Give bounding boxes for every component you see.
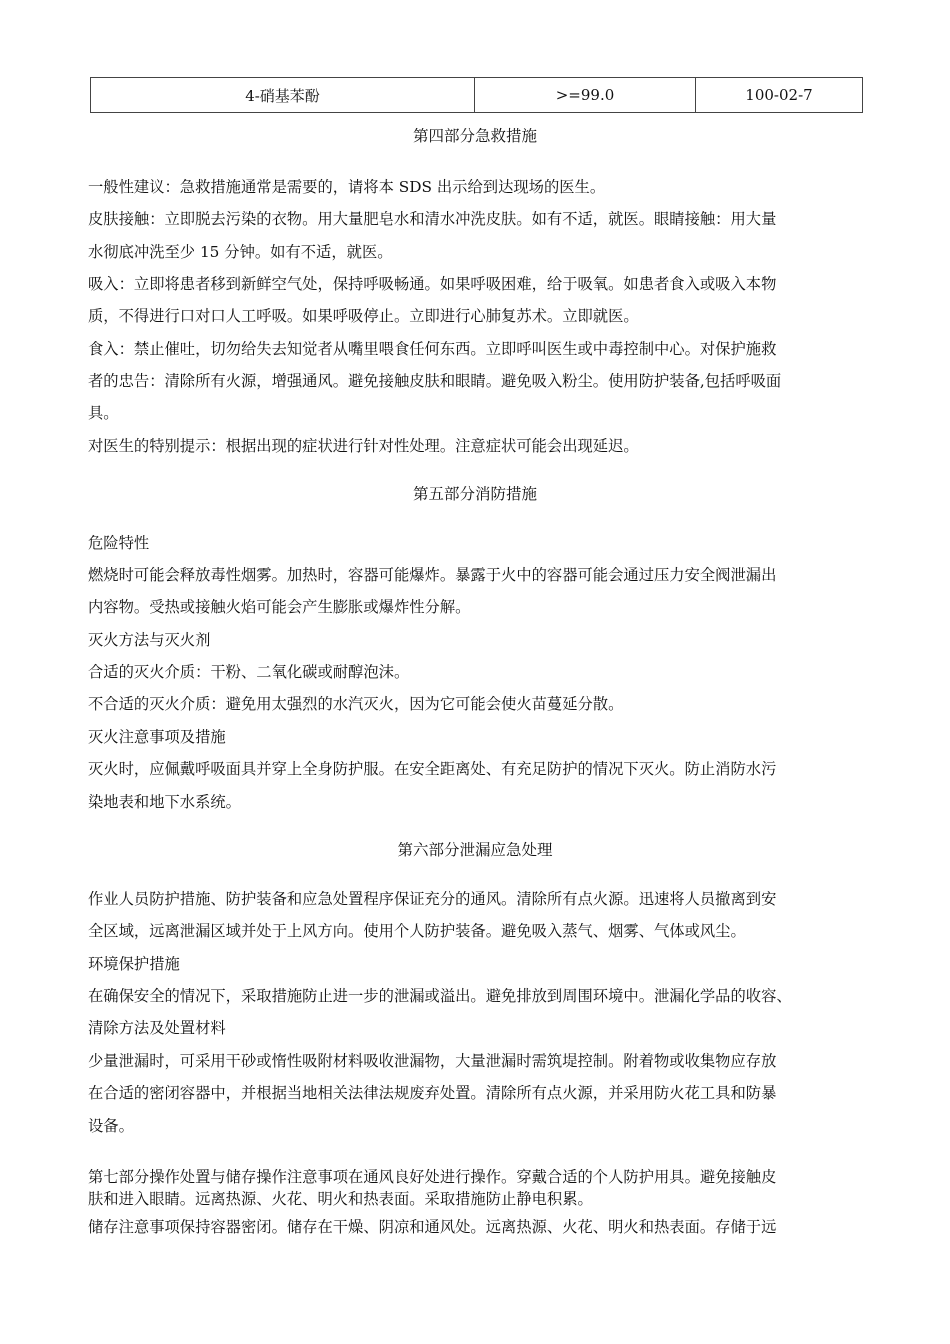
- paragraph-line: 者的忠告：清除所有火源，增强通风。避免接触皮肤和眼睛。避免吸入粉尘。使用防护装备,包括呼吸面: [88, 372, 782, 390]
- composition-table: [90, 77, 863, 113]
- paragraph-line: 吸入：立即将患者移到新鲜空气处，保持呼吸畅通。如果呼吸困难，给于吸氧。如患者食入或吸入本物: [88, 275, 777, 293]
- section-6-heading: 第六部分泄漏应急处理: [397, 841, 553, 859]
- paragraph-line: 第七部分操作处置与储存操作注意事项在通风良好处进行操作。穿戴合适的个人防护用具。避免接触皮: [88, 1168, 777, 1186]
- table-cell-cas: 100-02-7: [696, 78, 863, 113]
- paragraph-line: 灭火时，应佩戴呼吸面具并穿上全身防护服。在安全距离处、有充足防护的情况下灭火。防止消防水污: [88, 760, 777, 778]
- paragraph-line: 一般性建议：急救措施通常是需要的，请将本 SDS 出示给到达现场的医生。: [88, 178, 606, 196]
- paragraph-line: 对医生的特别提示：根据出现的症状进行针对性处理。注意症状可能会出现延迟。: [88, 437, 639, 455]
- paragraph-line: 在确保安全的情况下，采取措施防止进一步的泄漏或溢出。避免排放到周围环境中。泄漏化学品的收容、: [88, 987, 792, 1005]
- paragraph-line: 内容物。受热或接触火焰可能会产生膨胀或爆炸性分解。: [88, 598, 471, 616]
- paragraph-line: 皮肤接触：立即脱去污染的衣物。用大量肥皂水和清水冲洗皮肤。如有不适，就医。眼睛接触：用大量: [88, 210, 777, 228]
- table-cell-substance: 4-硝基苯酚: [91, 78, 475, 113]
- paragraph-line: 清除方法及处置材料: [88, 1019, 226, 1037]
- paragraph-line: 环境保护措施: [88, 955, 180, 973]
- paragraph-line: 燃烧时可能会释放毒性烟雾。加热时，容器可能爆炸。暴露于火中的容器可能会通过压力安全阀泄漏出: [88, 566, 777, 584]
- section-4-heading: 第四部分急救措施: [412, 127, 537, 145]
- paragraph-line: 少量泄漏时，可采用干砂或惰性吸附材料吸收泄漏物，大量泄漏时需筑堤控制。附着物或收集物应存放: [88, 1052, 777, 1070]
- paragraph-line: 灭火方法与灭火剂: [88, 631, 211, 649]
- paragraph-line: 全区域，远离泄漏区域并处于上风方向。使用个人防护装备。避免吸入蒸气、烟雾、气体或风尘。: [88, 922, 746, 940]
- paragraph-line: 具。: [88, 404, 119, 422]
- paragraph-line: 储存注意事项保持容器密闭。储存在干燥、阴凉和通风处。远离热源、火花、明火和热表面。存储于远: [88, 1218, 777, 1236]
- paragraph-line: 在合适的密闭容器中，并根据当地相关法律法规废弃处置。清除所有点火源，并采用防火花工具和防暴: [88, 1084, 777, 1102]
- paragraph-line: 危险特性: [88, 534, 150, 552]
- paragraph-line: 肤和进入眼睛。远离热源、火花、明火和热表面。采取措施防止静电积累。: [88, 1190, 593, 1208]
- paragraph-line: 水彻底冲洗至少 15 分钟。如有不适，就医。: [88, 243, 393, 261]
- paragraph-line: 不合适的灭火介质：避免用太强烈的水汽灭火，因为它可能会使火苗蔓延分散。: [88, 695, 624, 713]
- table-row: [91, 78, 863, 113]
- paragraph-line: 作业人员防护措施、防护装备和应急处置程序保证充分的通风。清除所有点火源。迅速将人员撤离到安: [88, 890, 777, 908]
- paragraph-line: 设备。: [88, 1117, 134, 1135]
- paragraph-line: 灭火注意事项及措施: [88, 728, 226, 746]
- section-5-heading: 第五部分消防措施: [412, 485, 537, 503]
- paragraph-line: 食入：禁止催吐，切勿给失去知觉者从嘴里喂食任何东西。立即呼叫医生或中毒控制中心。对保护施救: [88, 340, 777, 358]
- paragraph-line: 染地表和地下水系统。: [88, 793, 241, 811]
- paragraph-line: 质，不得进行口对口人工呼吸。如果呼吸停止。立即进行心肺复苏术。立即就医。: [88, 307, 639, 325]
- paragraph-line: 合适的灭火介质：干粉、二氧化碳或耐醇泡沫。: [88, 663, 410, 681]
- table-cell-concentration: >=99.0: [475, 78, 696, 113]
